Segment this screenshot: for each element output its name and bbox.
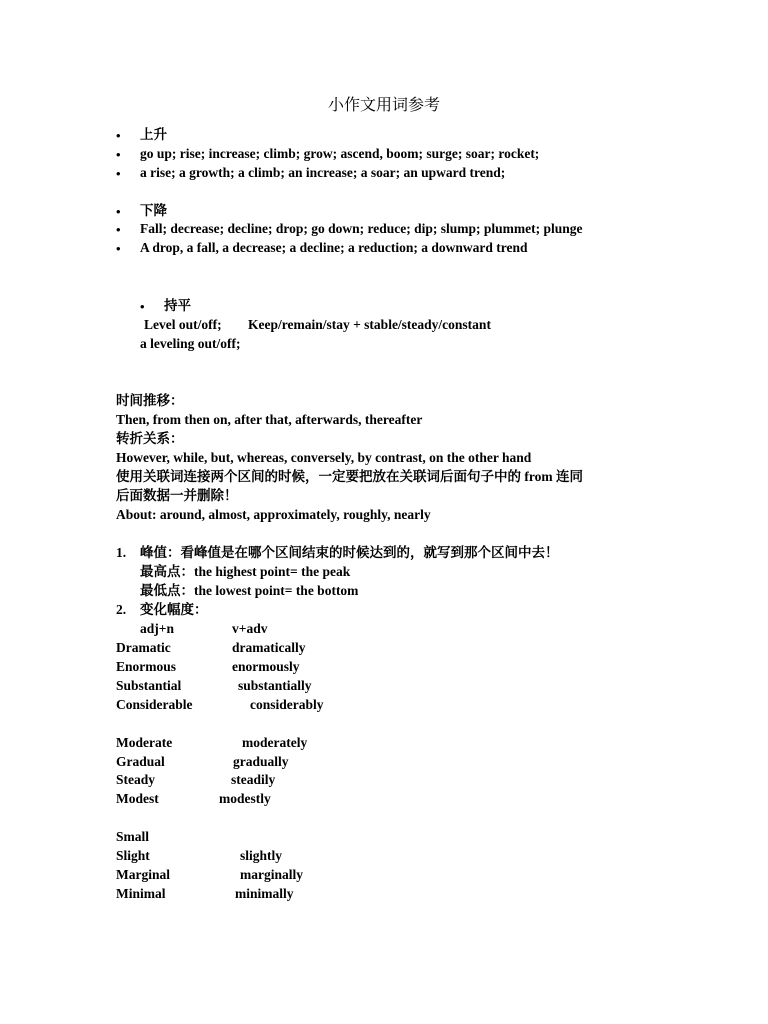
adjective: Moderate <box>116 735 173 750</box>
peak-number: 1. <box>116 545 127 560</box>
adverb: slightly <box>240 848 283 863</box>
column-header-adj: adj+n <box>140 621 174 636</box>
peak-lowest: 最低点：the lowest point= the bottom <box>140 583 359 598</box>
contrast-heading: 转折关系： <box>116 431 184 446</box>
column-header-adv: v+adv <box>232 621 268 636</box>
level-verbs-a: Level out/off; <box>144 317 222 332</box>
adverb: substantially <box>238 678 312 693</box>
bullet-icon: • <box>116 222 121 237</box>
bullet-icon: • <box>140 299 145 314</box>
fall-verbs: Fall; decrease; decline; drop; go down; reduce; dip; slump; plummet; plunge <box>140 221 583 236</box>
bullet-icon: • <box>116 241 121 256</box>
peak-highest: 最高点：the highest point= the peak <box>140 564 351 579</box>
time-heading: 时间推移： <box>116 393 184 408</box>
fall-nouns: A drop, a fall, a decrease; a decline; a reduction; a downward trend <box>140 240 528 255</box>
adjective: Dramatic <box>116 640 171 655</box>
adverb: considerably <box>250 697 324 712</box>
about-words: About: around, almost, approximately, roughly, nearly <box>116 507 431 522</box>
note-line-1: 使用关联词连接两个区间的时候，一定要把放在关联词后面句子中的 from 连同 <box>116 469 583 484</box>
adjective: Modest <box>116 791 159 806</box>
level-nouns: a leveling out/off; <box>140 336 241 351</box>
adverb: modestly <box>219 791 271 806</box>
contrast-words: However, while, but, whereas, conversely, by contrast, on the other hand <box>116 450 532 465</box>
level-heading: 持平 <box>164 298 191 313</box>
adjective: Gradual <box>116 754 165 769</box>
fall-heading: 下降 <box>140 203 167 218</box>
adjective: Minimal <box>116 886 166 901</box>
adjective: Enormous <box>116 659 177 674</box>
adjective: Small <box>116 829 150 844</box>
bullet-icon: • <box>116 128 121 143</box>
bullet-icon: • <box>116 166 121 181</box>
rise-heading: 上升 <box>140 127 167 142</box>
note-line-2: 后面数据一并删除！ <box>116 488 238 503</box>
page-title: 小作文用词参考 <box>327 97 440 114</box>
adjective: Slight <box>116 848 150 863</box>
bullet-icon: • <box>116 147 121 162</box>
time-words: Then, from then on, after that, afterwards, thereafter <box>116 412 423 427</box>
adverb: moderately <box>242 735 308 750</box>
adverb: steadily <box>231 772 276 787</box>
rise-nouns: a rise; a growth; a climb; an increase; a soar; an upward trend; <box>140 165 506 180</box>
bullet-icon: • <box>116 204 121 219</box>
rise-verbs: go up; rise; increase; climb; grow; ascend, boom; surge; soar; rocket; <box>140 146 540 161</box>
adverb: dramatically <box>232 640 306 655</box>
level-verbs-b: Keep/remain/stay + stable/steady/constant <box>248 317 491 332</box>
magnitude-heading: 变化幅度： <box>140 602 208 617</box>
adverb: enormously <box>232 659 300 674</box>
magnitude-number: 2. <box>116 602 127 617</box>
adverb: minimally <box>235 886 294 901</box>
adjective: Considerable <box>116 697 193 712</box>
adjective: Marginal <box>116 867 170 882</box>
adverb: gradually <box>233 754 289 769</box>
adjective: Steady <box>116 772 156 787</box>
adjective: Substantial <box>116 678 182 693</box>
adverb: marginally <box>240 867 303 882</box>
peak-text: 峰值：看峰值是在哪个区间结束的时候达到的，就写到那个区间中去！ <box>140 545 559 560</box>
